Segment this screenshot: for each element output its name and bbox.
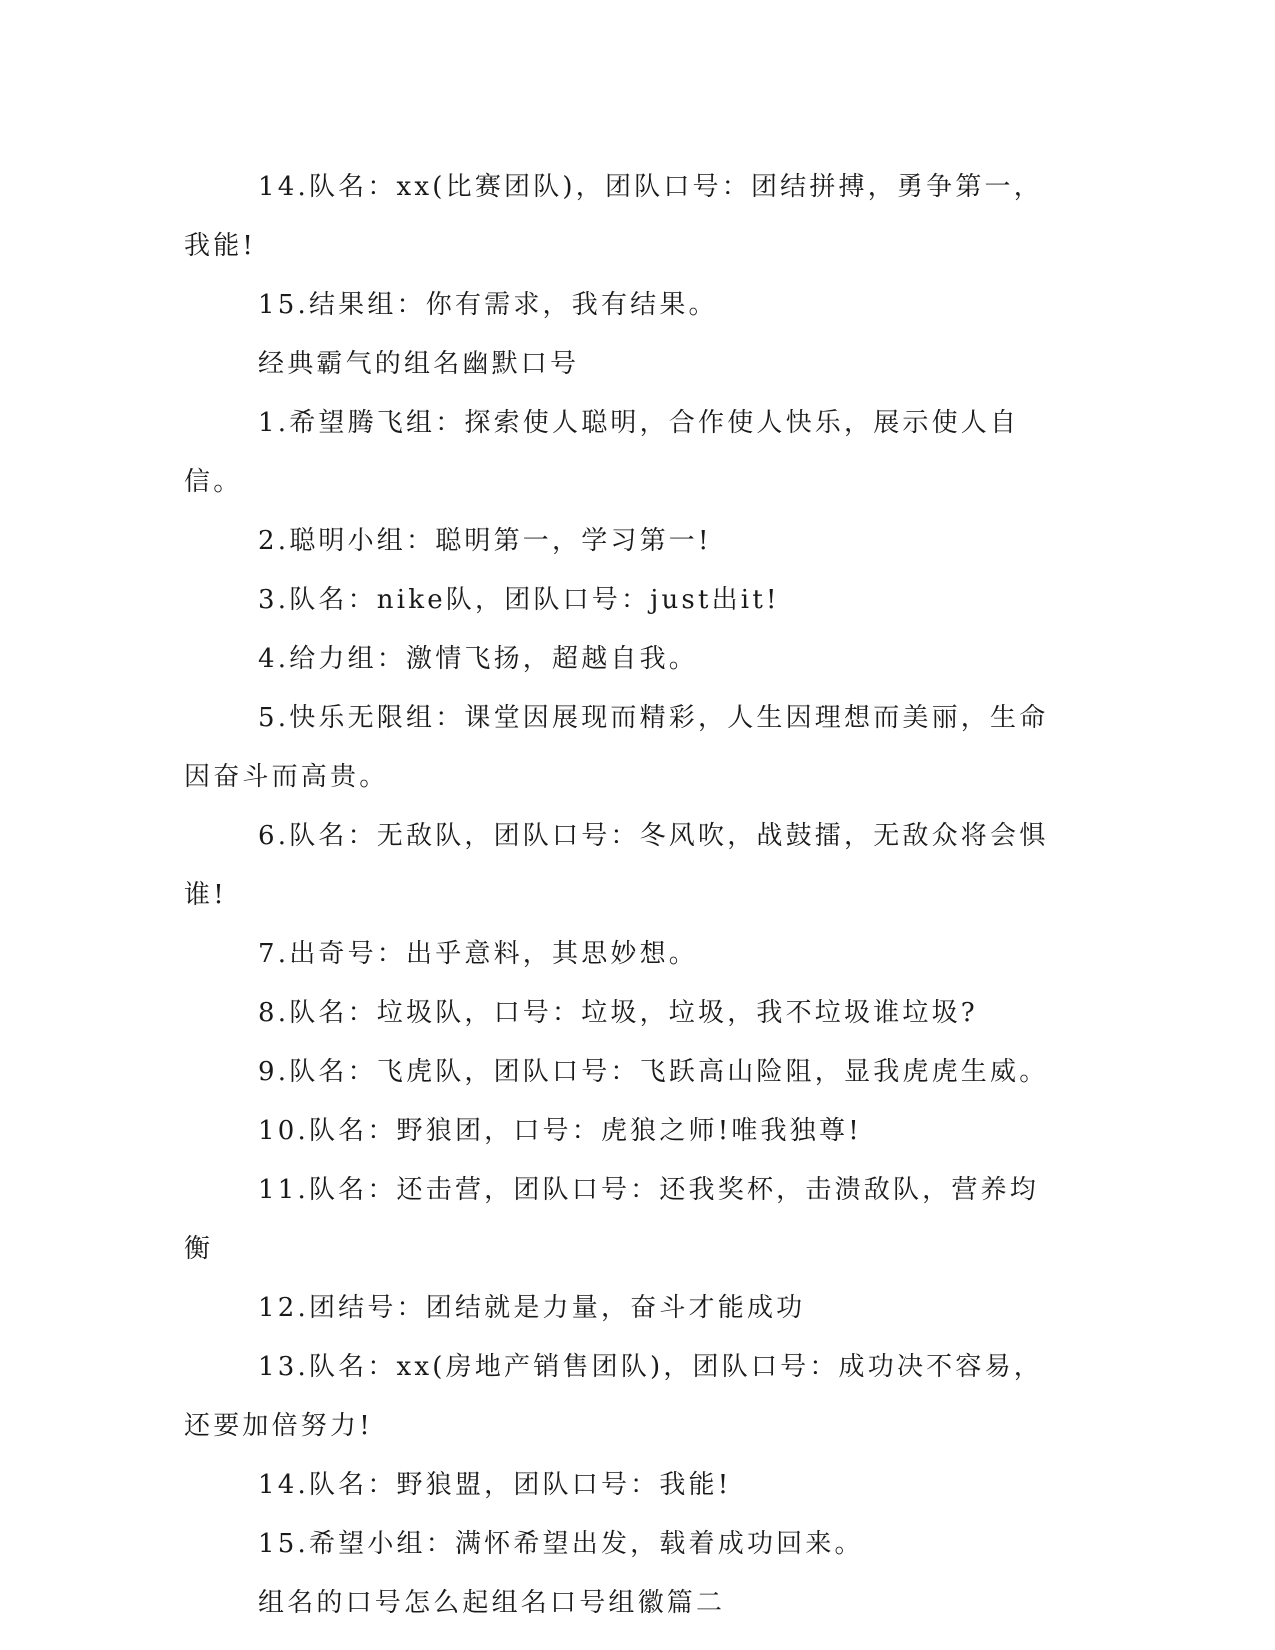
paragraph-4-geili-group: 4.给力组：激情飞扬，超越自我。	[258, 644, 699, 674]
section-heading-part-two: 组名的口号怎么起组名口号组徽篇二	[258, 1588, 726, 1618]
paragraph-14-yelang-meng: 14.队名：野狼盟，团队口号：我能!	[258, 1470, 732, 1500]
paragraph-9-feihu-team: 9.队名：飞虎队，团队口号：飞跃高山险阻，显我虎虎生威。	[258, 1057, 1049, 1087]
paragraph-7-chuqi: 7.出奇号：出乎意料，其思妙想。	[258, 939, 699, 969]
paragraph-13-fangdichan-team: 13.队名：xx(房地产销售团队)，团队口号：成功决不容易，还要加倍努力!	[184, 1352, 1043, 1441]
paragraph-2-congming-group: 2.聪明小组：聪明第一，学习第一!	[258, 526, 712, 556]
paragraph-12-tuanjie: 12.团结号：团结就是力量，奋斗才能成功	[258, 1293, 806, 1323]
paragraph-3-nike-team: 3.队名：nike队，团队口号：just出it!	[258, 585, 780, 615]
paragraph-8-laji-team: 8.队名：垃圾队，口号：垃圾，垃圾，我不垃圾谁垃圾?	[258, 998, 978, 1028]
paragraph-15-jieguo-group: 15.结果组：你有需求，我有结果。	[258, 290, 718, 320]
paragraph-10-yelang-tuan: 10.队名：野狼团，口号：虎狼之师!唯我独尊!	[258, 1116, 862, 1146]
paragraph-6-wudi-team: 6.队名：无敌队，团队口号：冬风吹，战鼓擂，无敌众将会惧谁!	[184, 821, 1049, 910]
paragraph-15-xiwang-group: 15.希望小组：满怀希望出发，载着成功回来。	[258, 1529, 864, 1559]
paragraph-14-bisai-team: 14.队名：xx(比赛团队)，团队口号：团结拼搏，勇争第一，我能!	[184, 172, 1043, 261]
paragraph-1-xiwang-tengfei: 1.希望腾飞组：探索使人聪明，合作使人快乐，展示使人自信。	[184, 408, 1020, 497]
document-body	[184, 158, 1064, 1633]
paragraph-11-huanji-ying: 11.队名：还击营，团队口号：还我奖杯，击溃敌队，营养均衡	[184, 1175, 1039, 1264]
paragraph-5-kuaile-wuxian: 5.快乐无限组：课堂因展现而精彩，人生因理想而美丽，生命因奋斗而高贵。	[184, 703, 1049, 792]
section-heading: 经典霸气的组名幽默口号	[258, 349, 580, 379]
